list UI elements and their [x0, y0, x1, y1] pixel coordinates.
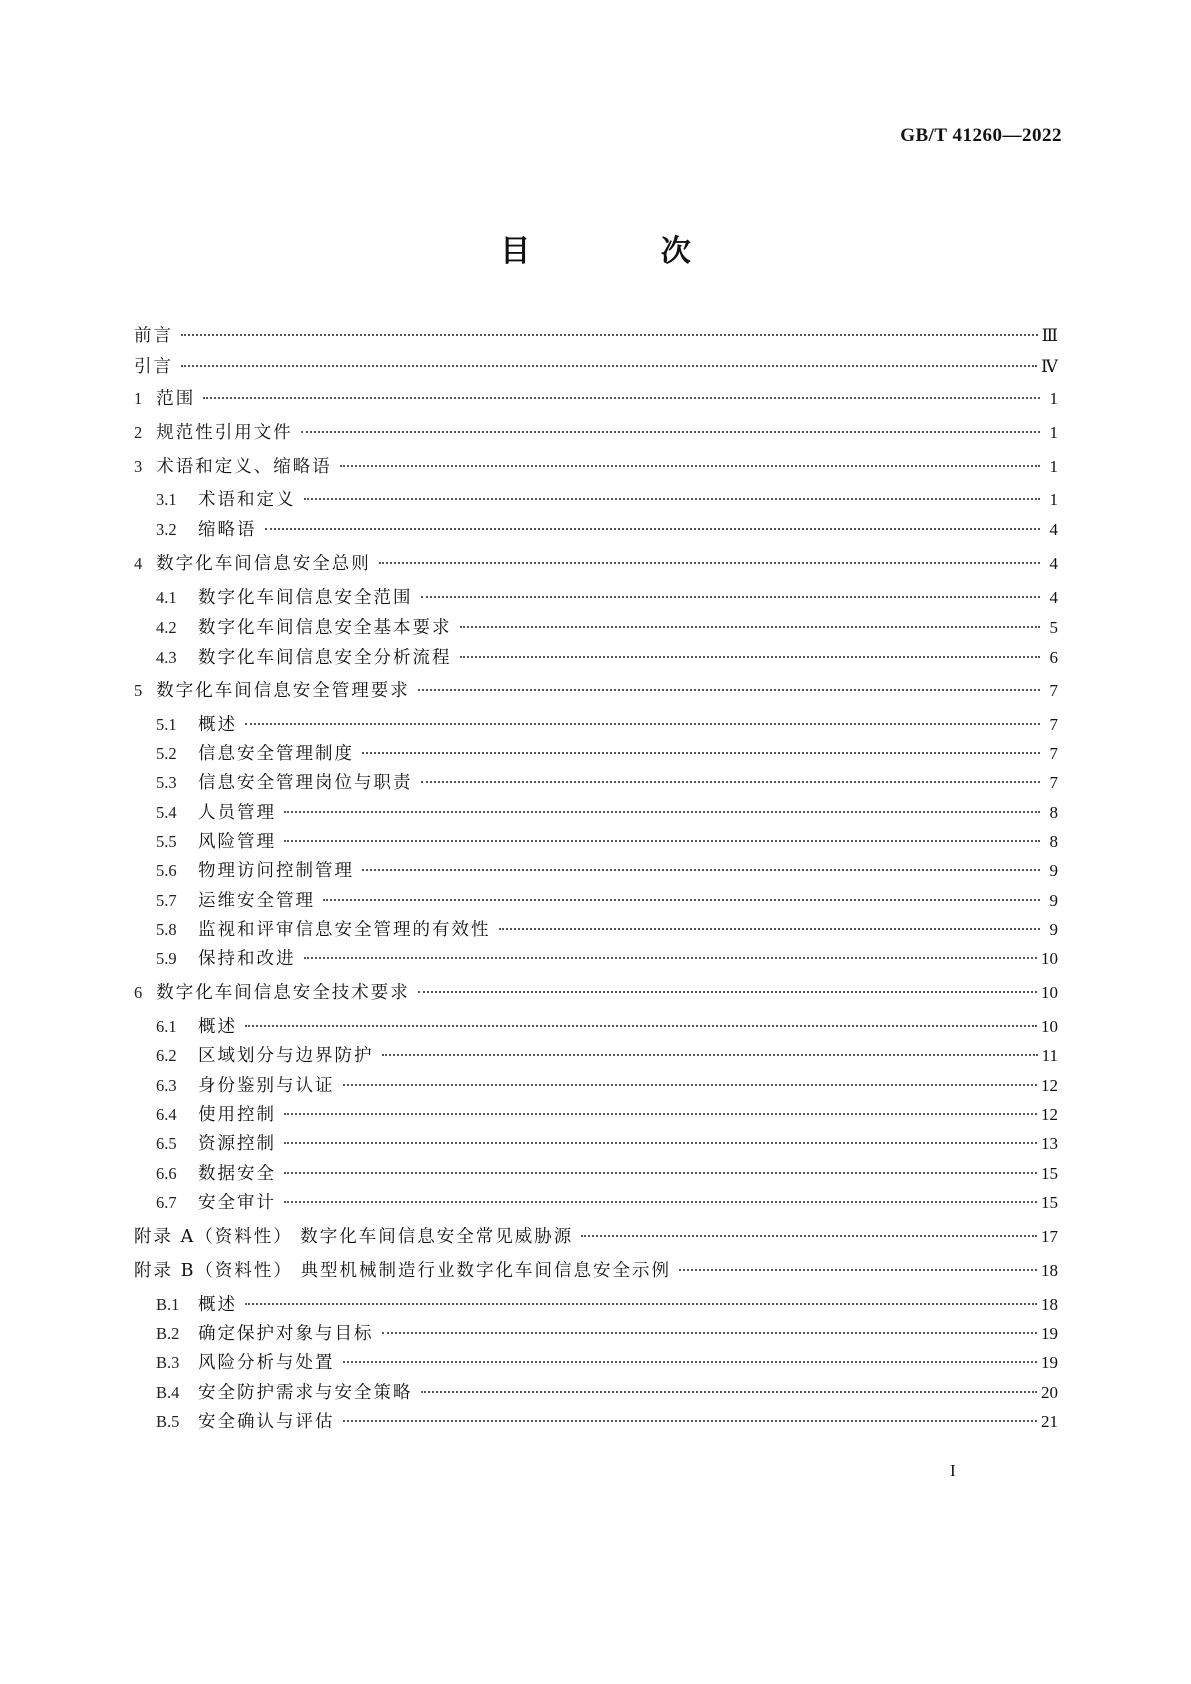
dot-leader	[265, 528, 1041, 530]
toc-entry-number: 5.2	[156, 744, 177, 763]
toc-entry-title: 安全审计	[198, 1193, 276, 1213]
toc-entry-title: 区域划分与边界防护	[198, 1046, 374, 1066]
toc-entry-number: 3.2	[156, 520, 177, 539]
toc-entry-6[interactable]	[134, 980, 1058, 1006]
toc-entry-1[interactable]	[134, 386, 1058, 412]
dot-leader	[679, 1269, 1037, 1271]
dot-leader	[304, 498, 1041, 500]
dot-leader	[284, 1201, 1037, 1203]
toc-entry-title: 术语和定义、缩略语	[156, 457, 332, 477]
toc-entry-3-1[interactable]	[156, 487, 1058, 513]
dot-leader	[421, 1391, 1038, 1393]
toc-entry-title: 附录 A（资料性） 数字化车间信息安全常见威胁源	[134, 1227, 574, 1247]
dot-leader	[382, 1332, 1038, 1334]
toc-entry-b-4[interactable]	[156, 1380, 1058, 1406]
toc-entry-page: 1	[1049, 423, 1058, 442]
toc-entry-number: 5.7	[156, 891, 177, 910]
toc-entry-title: 概述	[198, 1295, 237, 1315]
toc-entry-4-1[interactable]	[156, 585, 1058, 611]
dot-leader	[284, 1113, 1037, 1115]
toc-entry-number: 5	[134, 681, 143, 700]
toc-entry-page: 11	[1041, 1046, 1058, 1065]
dot-leader	[284, 811, 1040, 813]
toc-entry-page: 17	[1041, 1227, 1058, 1246]
toc-entry-page: 10	[1041, 949, 1058, 968]
toc-entry-appendix-a[interactable]	[134, 1224, 1058, 1250]
toc-entry-title: 术语和定义	[198, 490, 296, 510]
toc-entry-page: Ⅳ	[1041, 357, 1058, 376]
dot-leader	[284, 1172, 1037, 1174]
toc-entry-number: 6.6	[156, 1164, 177, 1183]
toc-entry-page: 21	[1041, 1412, 1058, 1431]
toc-entry-number: 3.1	[156, 490, 177, 509]
dot-leader	[343, 1084, 1038, 1086]
dot-leader	[245, 723, 1040, 725]
toc-entry-6-2[interactable]	[156, 1043, 1058, 1069]
dot-leader	[581, 1235, 1037, 1237]
toc-entry-number: B.5	[156, 1412, 180, 1431]
dot-leader	[284, 840, 1040, 842]
toc-entry-title: 数据安全	[198, 1164, 276, 1184]
toc-entry-title: 风险管理	[198, 832, 276, 852]
toc-entry-page: 10	[1041, 983, 1058, 1002]
toc-entry-3[interactable]	[134, 454, 1058, 480]
toc-entry-page: 7	[1049, 773, 1058, 792]
toc-entry-title: 前言	[134, 326, 173, 346]
dot-leader	[301, 431, 1040, 433]
toc-entry-title: 数字化车间信息安全管理要求	[156, 681, 410, 701]
toc-entry-page: 6	[1049, 648, 1058, 667]
toc-entry-title: 概述	[198, 1017, 237, 1037]
dot-leader	[245, 1303, 1037, 1305]
toc-entry-b-2[interactable]	[156, 1321, 1058, 1347]
toc-entry-page: 7	[1049, 715, 1058, 734]
toc-entry-number: 5.4	[156, 803, 177, 822]
toc-entry-page: 12	[1041, 1105, 1058, 1124]
toc-entry-b-5[interactable]	[156, 1409, 1058, 1435]
toc-entry-page: 8	[1049, 803, 1058, 822]
dot-leader	[421, 781, 1041, 783]
toc-entry-b-1[interactable]	[156, 1292, 1058, 1318]
toc-entry-6-5[interactable]	[156, 1131, 1058, 1157]
toc-entry-title: 数字化车间信息安全基本要求	[198, 618, 452, 638]
toc-entry-number: 4.2	[156, 618, 177, 637]
toc-entry-5-8[interactable]	[156, 917, 1058, 943]
dot-leader	[499, 928, 1041, 930]
toc-entry-number: 4.1	[156, 588, 177, 607]
toc-entry-page: 15	[1041, 1164, 1058, 1183]
toc-entry-number: 6.1	[156, 1017, 177, 1036]
toc-entry-number: 6.5	[156, 1134, 177, 1153]
toc-entry-title: 附录 B（资料性） 典型机械制造行业数字化车间信息安全示例	[134, 1261, 671, 1281]
toc-entry-page: 9	[1049, 920, 1058, 939]
dot-leader	[245, 1025, 1037, 1027]
toc-entry-number: 6.3	[156, 1076, 177, 1095]
toc-entry-number: 6.4	[156, 1105, 177, 1124]
toc-entry-title: 信息安全管理岗位与职责	[198, 773, 413, 793]
toc-entry-5[interactable]	[134, 678, 1058, 704]
toc-entry-page: 7	[1049, 681, 1058, 700]
toc-entry-page: 13	[1041, 1134, 1058, 1153]
toc-entry-title: 信息安全管理制度	[198, 744, 354, 764]
toc-entry-page: 5	[1049, 618, 1058, 637]
toc-entry-number: 5.5	[156, 832, 177, 851]
toc-entry-number: 3	[134, 457, 143, 476]
toc-entry-page: 1	[1049, 490, 1058, 509]
toc-entry-page: 19	[1041, 1324, 1058, 1343]
dot-leader	[418, 991, 1037, 993]
toc-entry-2[interactable]	[134, 420, 1058, 446]
toc-entry-page: 4	[1049, 520, 1058, 539]
dot-leader	[362, 752, 1040, 754]
toc-entry-b-3[interactable]	[156, 1350, 1058, 1376]
dot-leader	[362, 869, 1040, 871]
dot-leader	[181, 334, 1038, 336]
toc-entry-6-6[interactable]	[156, 1161, 1058, 1187]
toc-entry-number: 6.7	[156, 1193, 177, 1212]
toc-entry-title: 数字化车间信息安全分析流程	[198, 648, 452, 668]
dot-leader	[418, 689, 1040, 691]
toc-entry-title: 数字化车间信息安全技术要求	[156, 983, 410, 1003]
toc-entry-page: 7	[1049, 744, 1058, 763]
toc-entry-page: 1	[1049, 389, 1058, 408]
dot-leader	[460, 656, 1041, 658]
toc-entry-5-9[interactable]	[156, 946, 1058, 972]
toc-entry-number: 4	[134, 554, 143, 573]
toc-entry-title: 资源控制	[198, 1134, 276, 1154]
toc-entry-5-6[interactable]	[156, 858, 1058, 884]
toc-entry-5-4[interactable]	[156, 800, 1058, 826]
toc-entry-page: Ⅲ	[1041, 326, 1058, 345]
page-number: I	[950, 1461, 956, 1480]
toc-entry-number: 5.9	[156, 949, 177, 968]
toc-entry-number: B.3	[156, 1353, 180, 1372]
toc-entry-page: 1	[1049, 457, 1058, 476]
toc-entry-number: B.4	[156, 1383, 180, 1402]
dot-leader	[379, 562, 1040, 564]
toc-entry-appendix-b[interactable]	[134, 1258, 1058, 1284]
toc-entry-title: 缩略语	[198, 520, 257, 540]
toc-entry-number: 5.6	[156, 861, 177, 880]
toc-entry-number: 1	[134, 389, 143, 408]
dot-leader	[343, 1361, 1038, 1363]
toc-entry-5-1[interactable]	[156, 712, 1058, 738]
toc-entry-3-2[interactable]	[156, 517, 1058, 543]
toc-entry-page: 4	[1049, 554, 1058, 573]
toc-entry-4-2[interactable]	[156, 615, 1058, 641]
toc-entry-title: 规范性引用文件	[156, 423, 293, 443]
toc-entry-number: 5.3	[156, 773, 177, 792]
dot-leader	[181, 365, 1037, 367]
toc-entry-6-3[interactable]	[156, 1073, 1058, 1099]
toc-entry-number: B.2	[156, 1324, 180, 1343]
toc-entry-title: 风险分析与处置	[198, 1353, 335, 1373]
toc-entry-4-3[interactable]	[156, 645, 1058, 671]
toc-entry-6-4[interactable]	[156, 1102, 1058, 1128]
toc-entry-page: 10	[1041, 1017, 1058, 1036]
toc-entry-page: 15	[1041, 1193, 1058, 1212]
toc-entry-number: 6.2	[156, 1046, 177, 1065]
toc-entry-title: 人员管理	[198, 803, 276, 823]
standard-code: GB/T 41260—2022	[900, 125, 1062, 146]
toc-entry-number: 2	[134, 423, 143, 442]
toc-entry-number: B.1	[156, 1295, 180, 1314]
dot-leader	[460, 626, 1041, 628]
dot-leader	[343, 1420, 1038, 1422]
toc-entry-foreword[interactable]	[134, 323, 1058, 349]
toc-entry-number: 5.8	[156, 920, 177, 939]
toc-entry-title: 概述	[198, 715, 237, 735]
dot-leader	[340, 465, 1040, 467]
toc-entry-page: 9	[1049, 891, 1058, 910]
toc-entry-title: 确定保护对象与目标	[198, 1324, 374, 1344]
toc-entry-page: 4	[1049, 588, 1058, 607]
toc-entry-5-2[interactable]	[156, 741, 1058, 767]
page-title: 目 次	[500, 234, 751, 269]
toc-entry-title: 保持和改进	[198, 949, 296, 969]
toc-entry-5-3[interactable]	[156, 770, 1058, 796]
toc-entry-page: 18	[1041, 1261, 1058, 1280]
dot-leader	[284, 1142, 1037, 1144]
toc-entry-page: 12	[1041, 1076, 1058, 1095]
toc-entry-number: 6	[134, 983, 143, 1002]
toc-entry-page: 19	[1041, 1353, 1058, 1372]
toc-entry-introduction[interactable]	[134, 354, 1058, 380]
toc-entry-number: 4.3	[156, 648, 177, 667]
toc-entry-5-7[interactable]	[156, 888, 1058, 914]
toc-entry-5-5[interactable]	[156, 829, 1058, 855]
toc-entry-6-1[interactable]	[156, 1014, 1058, 1040]
toc-entry-4[interactable]	[134, 551, 1058, 577]
toc-entry-title: 使用控制	[198, 1105, 276, 1125]
toc-entry-title: 物理访问控制管理	[198, 861, 354, 881]
toc-entry-title: 运维安全管理	[198, 891, 315, 911]
dot-leader	[203, 397, 1040, 399]
dot-leader	[382, 1054, 1038, 1056]
toc-entry-6-7[interactable]	[156, 1190, 1058, 1216]
toc-entry-page: 18	[1041, 1295, 1058, 1314]
toc-entry-title: 安全防护需求与安全策略	[198, 1383, 413, 1403]
toc-entry-page: 9	[1049, 861, 1058, 880]
dot-leader	[421, 596, 1041, 598]
toc-entry-title: 身份鉴别与认证	[198, 1076, 335, 1096]
toc-entry-title: 引言	[134, 357, 173, 377]
toc-entry-number: 5.1	[156, 715, 177, 734]
toc-entry-title: 数字化车间信息安全范围	[198, 588, 413, 608]
toc-entry-title: 范围	[156, 389, 196, 409]
dot-leader	[304, 957, 1038, 959]
toc-entry-title: 安全确认与评估	[198, 1412, 335, 1432]
toc-entry-page: 20	[1041, 1383, 1058, 1402]
dot-leader	[323, 899, 1040, 901]
toc-entry-title: 监视和评审信息安全管理的有效性	[198, 920, 491, 940]
toc-entry-title: 数字化车间信息安全总则	[156, 554, 371, 574]
toc-entry-page: 8	[1049, 832, 1058, 851]
